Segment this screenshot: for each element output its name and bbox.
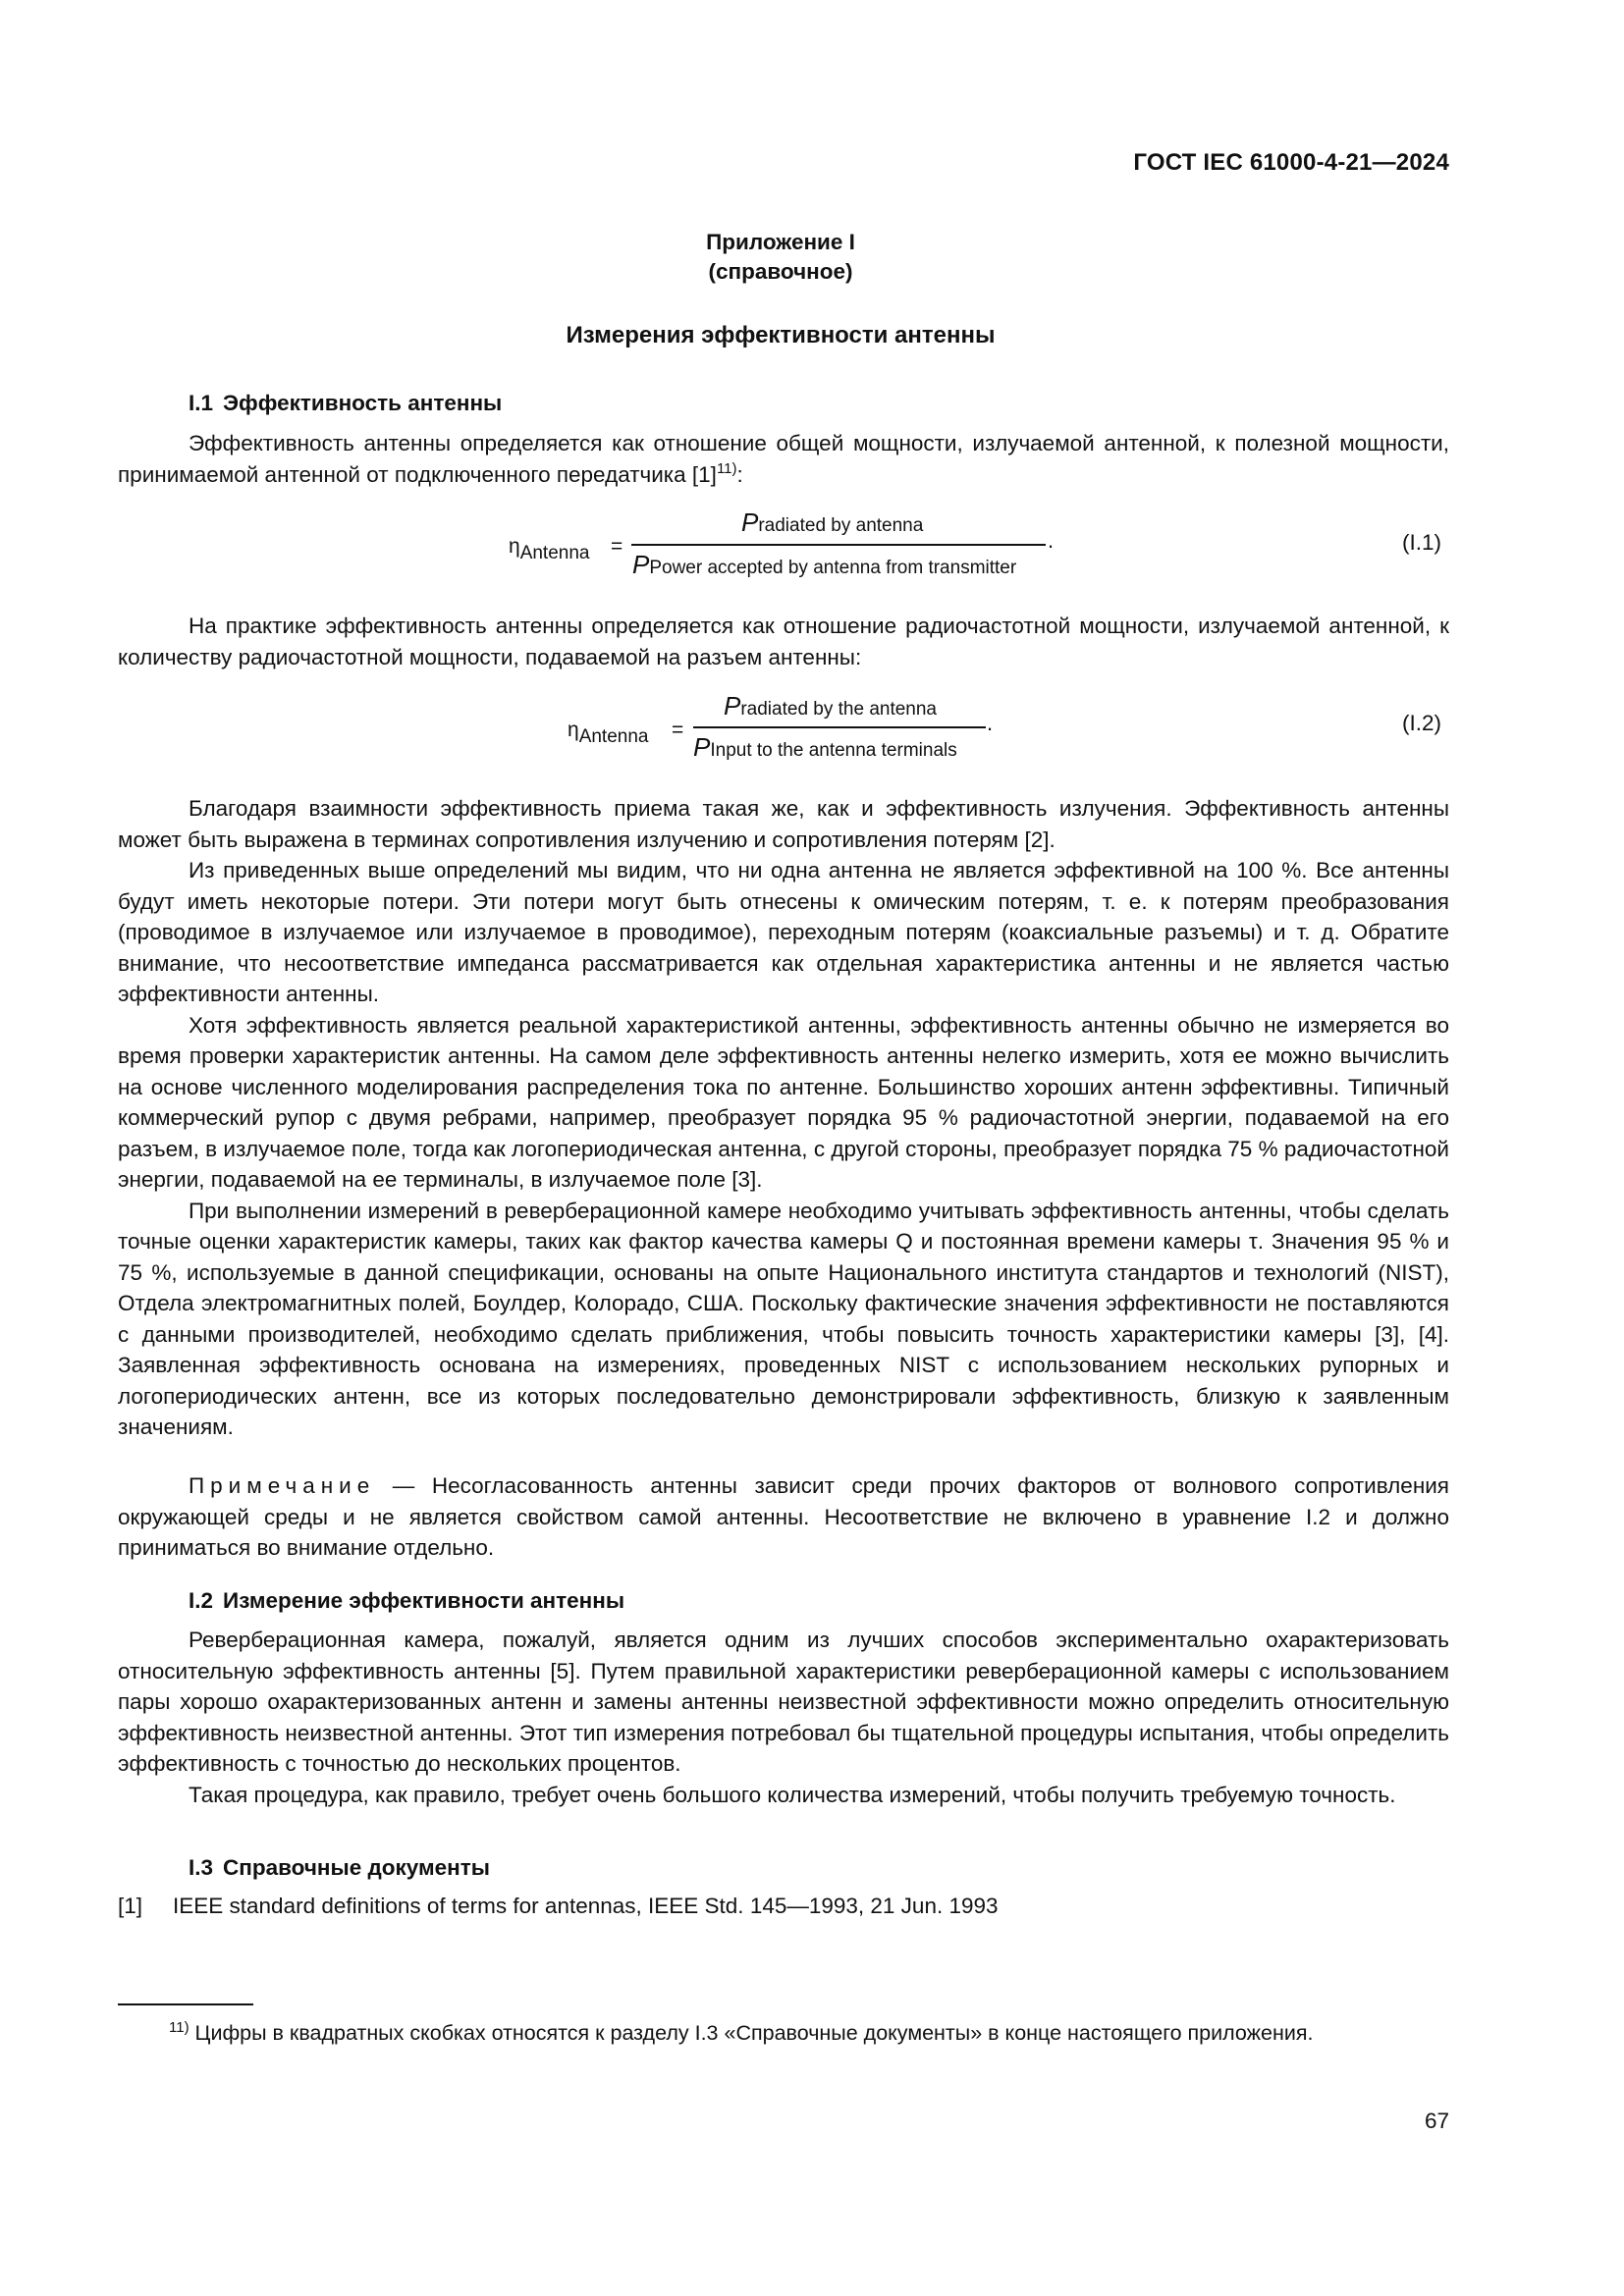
paragraph: Хотя эффективность является реальной характеристикой антенны, эффективность антенны обычно не измеряется во время проверки характеристик антенны. На самом деле эффективность антенны нелегко измерить, хотя ее можно вычислить на основе численного моделирования распределения тока по антенне. Большинство хороших антенн эффективны. Типичный коммерческий рупор с двумя ребрами, например, преобразует порядка 95 % радиочастотной энергии, подаваемой на его разъем, в излучаемое поле, тогда как логопериодическая антенна, с другой стороны, преобразует порядка 75 % радиочастотной энергии, подаваемой на ее терминалы, в излучаемое поле [3]. — [118, 1012, 1449, 1192]
paragraph: Эффективность антенны определяется как отношение общей мощности, излучаемой антенной, к полезной мощности, принимаемой антенной от подключенного передатчика [1]$^{11)}$: — [118, 431, 1449, 487]
note: Примечание — Несогласованность антенны зависит среди прочих факторов от волнового сопротивления окружающей среды и не является свойством самой антенны. Несоответствие не включено в уравнение I.2 и должно приниматься во внимание отдельно. — [118, 1473, 1449, 1560]
reference-text: IEEE standard definitions of terms for antennas, IEEE Std. 145—1993, 21 Jun. 1993 — [173, 1894, 999, 1918]
fraction-line — [693, 726, 986, 728]
section-title-text: Измерение эффективности антенны — [223, 1588, 625, 1613]
fraction-denominator: PInput to the antenna terminals — [693, 732, 957, 762]
section-title-text: Эффективность антенны — [223, 391, 503, 415]
fraction-denominator: PPower accepted by antenna from transmitter — [632, 550, 1017, 579]
section-number: I.1 — [189, 391, 214, 415]
paragraph: Такая процедура, как правило, требует очень большого количества измерений, чтобы получить требуемую точность. — [189, 1782, 1396, 1807]
equation-number: (I.2) — [1402, 711, 1442, 735]
paragraph: На практике эффективность антенны определяется как отношение радиочастотной мощности, излучаемой антенной, к количеству радиочастотной мощности, подаваемой на разъем антенны: — [118, 614, 1449, 669]
paragraph-block — [118, 793, 1449, 1443]
reference-item — [118, 1894, 999, 1919]
section-number: I.3 — [189, 1855, 214, 1880]
appendix-heading: Измерения эффективности антенны — [566, 322, 996, 348]
eta-symbol: $\eta_{Antenna}$ — [568, 719, 649, 747]
equals-sign: = — [672, 719, 684, 741]
standard-code-header: ГОСТ IEC 61000-4-21—2024 — [1133, 149, 1449, 176]
eta-symbol: $\eta_{Antenna}$ — [509, 535, 590, 563]
footnote-reference[interactable]: 11) — [716, 459, 737, 477]
section-title-i2 — [189, 1588, 634, 1614]
appendix-title: Приложение I — [706, 230, 855, 254]
paragraph: При выполнении измерений в реверберационной камере необходимо учитывать эффективность антенны, чтобы сделать точные оценки характеристик камеры, таких как фактор качества камеры Q и постоянная времени камеры τ. Значения 95 % и 75 %, используемые в данной спецификации, основаны на опыте Национального института стандартов и технологий (NIST), Отдела электромагнитных полей, Боулдер, Колорадо, США. Поскольку фактические значения эффективности не поставляются с данными производителей, необходимо сделать приближения, чтобы повысить точность характеристики камеры [3], [4]. Заявленная эффективность основана на измерениях, проведенных NIST с использованием нескольких рупорных и логопериодических антенн, все из которых последовательно демонстрировали эффективность, близкую к заявленным значениям. — [118, 1198, 1449, 1439]
paragraph-block — [118, 1625, 1449, 1810]
footnote-separator — [118, 2003, 253, 2005]
fraction-numerator: Pradiated by antenna — [741, 507, 924, 537]
paragraph: Из приведенных выше определений мы видим, что ни одна антенна не является эффективной на 100 %. Все антенны будут иметь некоторые потери. Эти потери могут быть отнесены к омическим потерям, т. е. к потерям преобразования (проводимое в излучаемое или излучаемое в проводимое), переходным потерям (коаксиальные разъемы) и т. д. Обратите внимание, что несоответствие импеданса рассматривается как отдельная характеристика антенны и не является частью эффективности антенны. — [118, 858, 1449, 1006]
section-title-text: Справочные документы — [223, 1855, 490, 1880]
section-title-i3 — [189, 1855, 500, 1881]
paragraph: Реверберационная камера, пожалуй, является одним из лучших способов экспериментально охарактеризовать относительную эффективность антенны [5]. Путем правильной характеристики реверберационной камеры с использованием пары хорошо охарактеризованных антенн и замены антенны неизвестной эффективности можно определить относительную эффективность неизвестной антенны. Этот тип измерения потребовал бы тщательной процедуры испытания, чтобы определить эффективность с точностью до нескольких процентов. — [118, 1628, 1449, 1776]
formula-i2 — [0, 0, 1624, 785]
appendix-subtitle: (справочное) — [708, 259, 853, 284]
reference-number: [1] — [118, 1894, 143, 1918]
formula-period: . — [1048, 528, 1055, 553]
footnote: $^{11)}$ Цифры в квадратных скобках относятся к разделу I.3 «Справочные документы» в конце настоящего приложения. — [169, 2019, 1314, 2045]
footnote-mark: 11) — [169, 2019, 189, 2036]
section-number: I.2 — [189, 1588, 214, 1613]
fraction-numerator: Pradiated by the antenna — [724, 691, 938, 721]
equation-number: (I.1) — [1402, 530, 1442, 555]
note-block — [118, 1470, 1449, 1564]
paragraph: Благодаря взаимности эффективность приема такая же, как и эффективность излучения. Эффективность антенны может быть выражена в терминах сопротивления излучению и сопротивления потерям [2]. — [118, 796, 1449, 852]
equals-sign: = — [611, 535, 623, 558]
note-label: Примечание — [189, 1473, 376, 1498]
formula-period: . — [987, 711, 994, 735]
page-number: 67 — [1424, 2109, 1449, 2133]
